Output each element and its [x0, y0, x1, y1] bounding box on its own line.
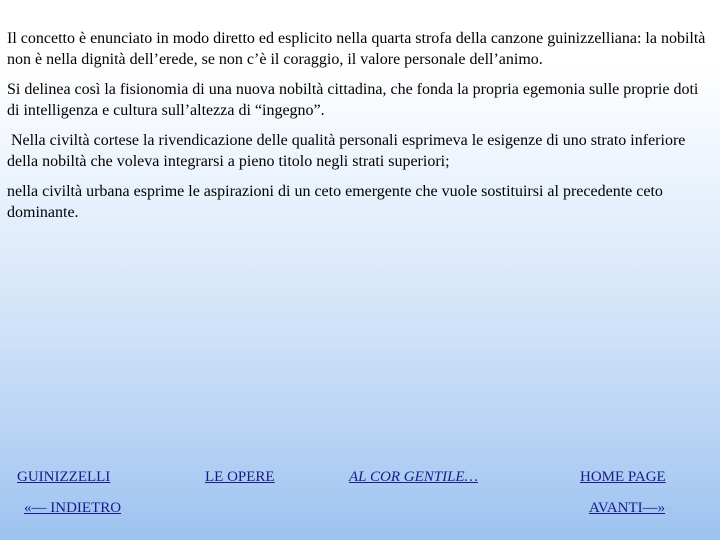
nav-link-al-cor-gentile[interactable]: AL COR GENTILE… — [349, 469, 478, 485]
paragraph-concept: Il concetto è enunciato in modo diretto ed esplicito nella quarta strofa della canzone guinizzelliana: la nobiltà non è nella dignità dell’erede, se non c’è il coraggio, il valore personale dell’animo. — [7, 30, 706, 68]
paragraph-courtly-civilization: Nella civiltà cortese la rivendicazione delle qualità personali esprimeva le esigenze di uno strato inferiore della nobiltà che voleva integrarsi a pieno titolo negli strati superiori; — [7, 132, 690, 170]
nav-link-guinizzelli[interactable]: GUINIZZELLI — [17, 469, 111, 485]
nav-link-back[interactable]: «— INDIETRO — [24, 500, 122, 516]
nav-link-home-page[interactable]: HOME PAGE — [580, 469, 666, 485]
nav-link-le-opere[interactable]: LE OPERE — [205, 469, 275, 485]
paragraph-urban-civilization: nella civiltà urbana esprime le aspirazioni di un ceto emergente che vuole sostituirsi al precedente ceto dominante. — [7, 183, 663, 221]
main-text — [7, 28, 707, 232]
paragraph-new-nobility: Si delinea così la fisionomia di una nuova nobiltà cittadina, che fonda la propria egemonia sulle proprie doti di intelligenza e cultura sull’altezza di “ingegno”. — [7, 81, 699, 119]
nav-link-forward[interactable]: AVANTI—» — [589, 500, 666, 516]
